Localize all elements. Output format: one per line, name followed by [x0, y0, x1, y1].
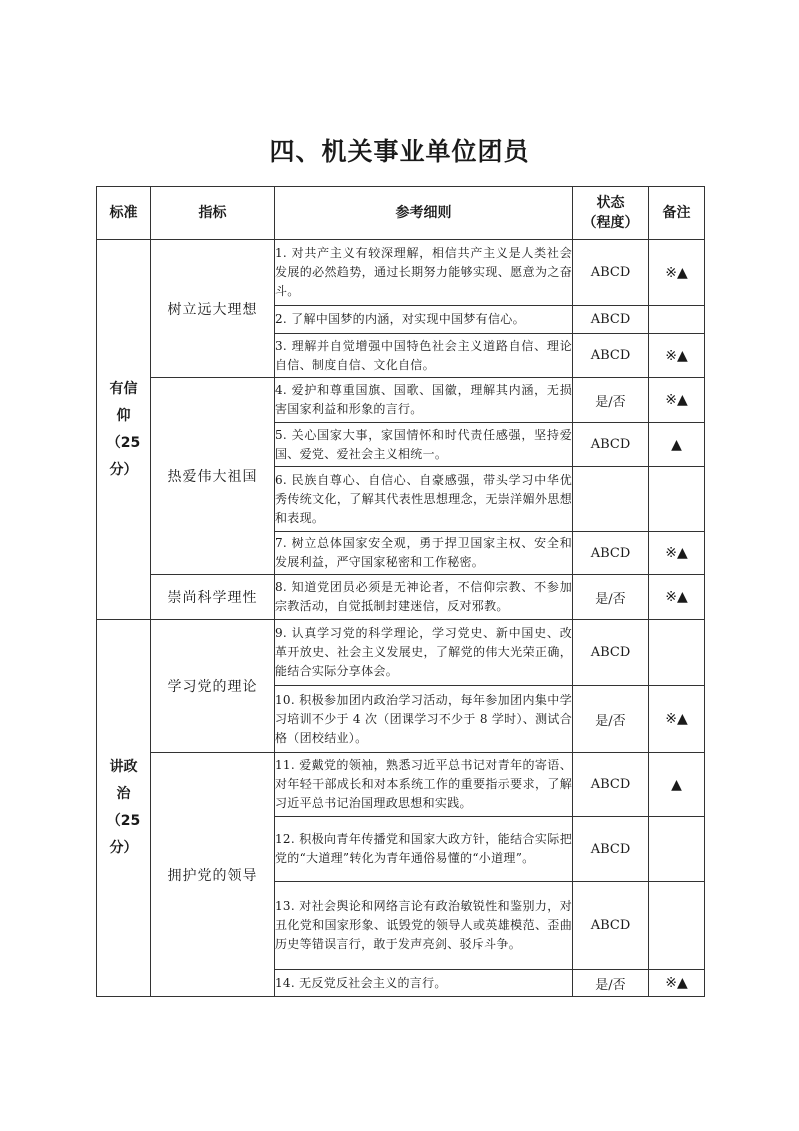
note-cell	[649, 620, 705, 686]
note-cell: ※▲	[649, 240, 705, 306]
note-cell	[649, 467, 705, 532]
status-cell: 是/否	[573, 970, 649, 997]
indicator-cell: 拥护党的领导	[151, 753, 275, 997]
status-cell: ABCD	[573, 882, 649, 970]
status-cell: ABCD	[573, 532, 649, 575]
status-cell: ABCD	[573, 334, 649, 378]
standard-label: 讲政治	[109, 759, 138, 802]
note-cell: ※▲	[649, 575, 705, 620]
note-cell: ※▲	[649, 970, 705, 997]
indicator-cell: 学习党的理论	[151, 620, 275, 753]
evaluation-table	[96, 186, 705, 997]
page-title: 四、机关事业单位团员	[269, 137, 530, 166]
indicator-cell: 树立远大理想	[151, 240, 275, 378]
note-cell	[649, 817, 705, 882]
table-header-row	[97, 187, 705, 240]
detail-cell: 1. 对共产主义有较深理解，相信共产主义是人类社会发展的必然趋势，通过长期努力能够实现、愿意为之奋斗。	[275, 240, 573, 306]
header-indicator: 指标	[151, 187, 275, 240]
indicator-cell: 崇尚科学理性	[151, 575, 275, 620]
note-cell	[649, 882, 705, 970]
status-cell: ABCD	[573, 240, 649, 306]
status-cell: ABCD	[573, 306, 649, 334]
note-cell	[649, 306, 705, 334]
table-row	[97, 575, 705, 620]
detail-cell: 13. 对社会舆论和网络言论有政治敏锐性和鉴别力，对丑化党和国家形象、诋毁党的领导人或英雄模范、歪曲历史等错误言行，敢于发声亮剑、驳斥斗争。	[275, 882, 573, 970]
table-row	[97, 620, 705, 686]
detail-cell: 8. 知道党团员必须是无神论者，不信仰宗教、不参加宗教活动，自觉抵制封建迷信，反对邪教。	[275, 575, 573, 620]
detail-cell: 4. 爱护和尊重国旗、国歌、国徽，理解其内涵，无损害国家利益和形象的言行。	[275, 378, 573, 423]
status-cell: ABCD	[573, 753, 649, 817]
status-cell: 是/否	[573, 686, 649, 753]
standard-points: （25分）	[106, 434, 141, 478]
status-cell: ABCD	[573, 817, 649, 882]
detail-cell: 9. 认真学习党的科学理论，学习党史、新中国史、改革开放史、社会主义发展史，了解党的伟大光荣正确，能结合实际分享体会。	[275, 620, 573, 686]
standard-cell	[97, 240, 151, 620]
standard-cell	[97, 620, 151, 997]
indicator-cell: 热爱伟大祖国	[151, 378, 275, 575]
detail-cell: 7. 树立总体国家安全观，勇于捍卫国家主权、安全和发展利益，严守国家秘密和工作秘密。	[275, 532, 573, 575]
header-status-line1: 状态	[596, 195, 625, 211]
detail-cell: 11. 爱戴党的领袖，熟悉习近平总书记对青年的寄语、对年轻干部成长和对本系统工作的重要指示要求，了解习近平总书记治国理政思想和实践。	[275, 753, 573, 817]
note-cell: ※▲	[649, 686, 705, 753]
detail-cell: 2. 了解中国梦的内涵，对实现中国梦有信心。	[275, 306, 573, 334]
note-cell: ※▲	[649, 334, 705, 378]
detail-cell: 6. 民族自尊心、自信心、自豪感强，带头学习中华优秀传统文化，了解其代表性思想理念，无崇洋媚外思想和表现。	[275, 467, 573, 532]
standard-points: （25分）	[106, 813, 141, 856]
table-row	[97, 753, 705, 817]
standard-label: 有信仰	[109, 380, 138, 424]
note-cell: ▲	[649, 423, 705, 467]
header-status-line2: （程度）	[582, 215, 639, 231]
status-cell: 是/否	[573, 575, 649, 620]
header-status	[573, 187, 649, 240]
table-row	[97, 378, 705, 423]
status-cell	[573, 467, 649, 532]
header-details: 参考细则	[275, 187, 573, 240]
detail-cell: 14. 无反党反社会主义的言行。	[275, 970, 573, 997]
note-cell: ※▲	[649, 378, 705, 423]
detail-cell: 10. 积极参加团内政治学习活动，每年参加团内集中学习培训不少于 4 次（团课学习不少于 8 学时）、测试合格（团校结业）。	[275, 686, 573, 753]
header-standard: 标准	[97, 187, 151, 240]
status-cell: ABCD	[573, 620, 649, 686]
note-cell: ▲	[649, 753, 705, 817]
header-note: 备注	[649, 187, 705, 240]
detail-cell: 12. 积极向青年传播党和国家大政方针，能结合实际把党的“大道理”转化为青年通俗易懂的“小道理”。	[275, 817, 573, 882]
table-row	[97, 240, 705, 306]
status-cell: 是/否	[573, 378, 649, 423]
detail-cell: 3. 理解并自觉增强中国特色社会主义道路自信、理论自信、制度自信、文化自信。	[275, 334, 573, 378]
status-cell: ABCD	[573, 423, 649, 467]
detail-cell: 5. 关心国家大事，家国情怀和时代责任感强，坚持爱国、爱党、爱社会主义相统一。	[275, 423, 573, 467]
note-cell: ※▲	[649, 532, 705, 575]
